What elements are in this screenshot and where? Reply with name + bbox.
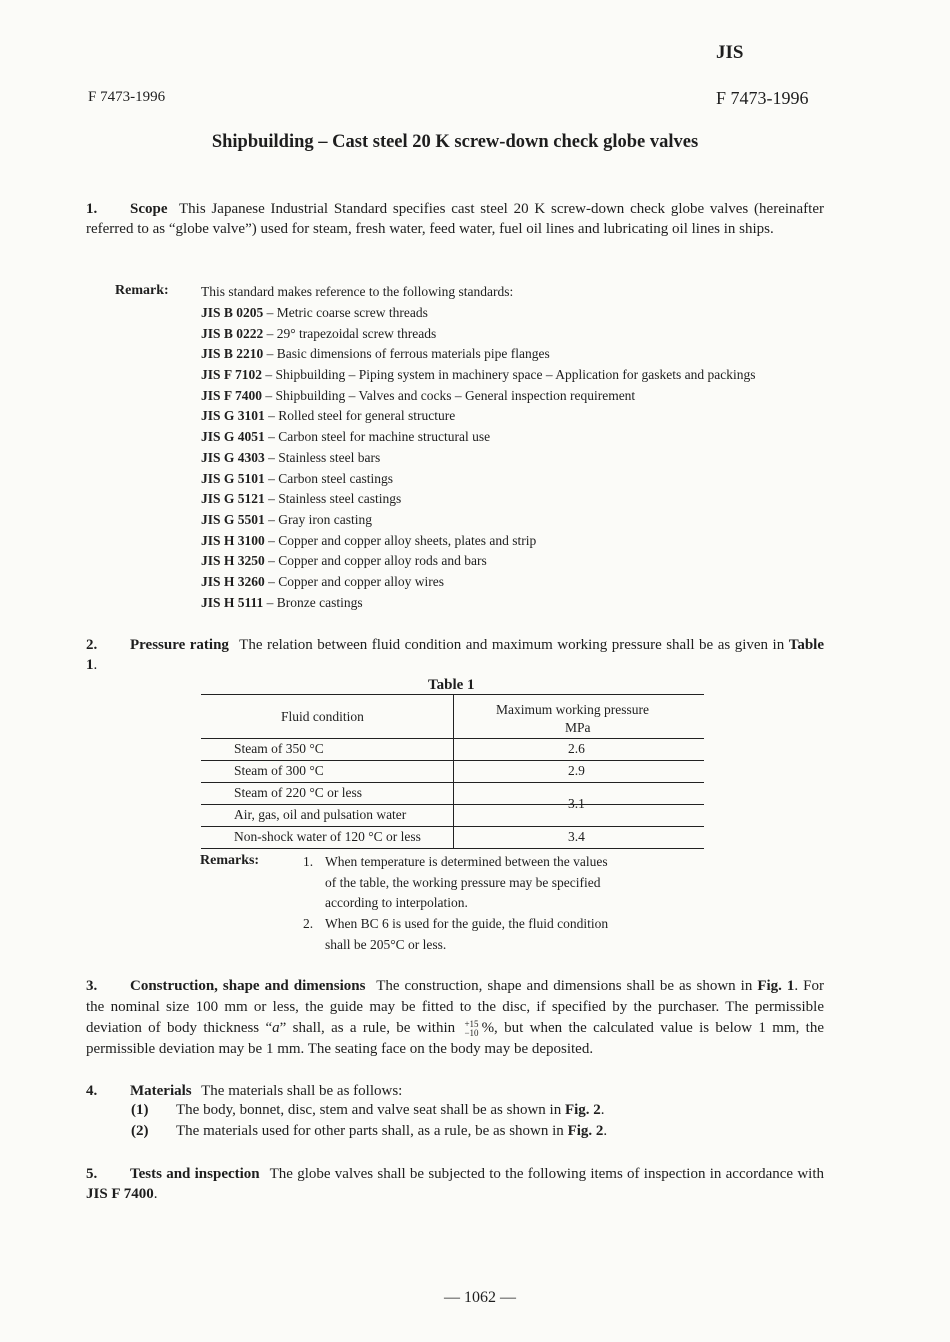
table-cell-condition: Non-shock water of 120 °C or less — [234, 829, 421, 844]
reference-item: JIS G 4051 – Carbon steel for machine structural use — [201, 429, 491, 445]
section-number: 1. — [86, 201, 98, 217]
materials-item: (1) The body, bonnet, disc, stem and valve seat shall be as shown in Fig. 2. — [131, 1102, 605, 1118]
table-remark-item: 1. When temperature is determined between the values of the table, the working pressure may be specified according to interpolation. — [303, 854, 608, 910]
section-pressure-rating: 2. Pressure rating The relation between fluid condition and maximum working pressure shall be as given in Table 1. — [86, 637, 824, 673]
reference-item: JIS H 3100 – Copper and copper alloy sheets, plates and strip — [201, 532, 537, 548]
materials-item: (2) The materials used for other parts shall, as a rule, be as shown in Fig. 2. — [131, 1123, 608, 1139]
table-cell-pressure: 2.6 — [568, 741, 585, 756]
table-cell-condition: Steam of 220 °C or less — [234, 785, 363, 800]
reference-item: JIS G 4303 – Stainless steel bars — [201, 449, 381, 465]
reference-item: JIS H 3250 – Copper and copper alloy rods and bars — [201, 553, 487, 569]
section-tests: 5. Tests and inspection The globe valves shall be subjected to the following items of inspection in accordance with JIS F 7400. — [86, 1166, 824, 1202]
reference-item: JIS G 5101 – Carbon steel castings — [201, 470, 393, 486]
header-jis: JIS — [716, 42, 744, 63]
document-title: Shipbuilding – Cast steel 20 K screw-down check globe valves — [211, 132, 699, 152]
section-materials: 4. Materials The materials shall be as follows: — [86, 1083, 403, 1099]
section-text: The relation between fluid condition and maximum working pressure shall be as given in — [239, 637, 785, 653]
table-remarks-label: Remarks: — [200, 853, 260, 868]
table-cell-pressure: 3.4 — [568, 829, 585, 844]
table-header-fluid-condition: Fluid condition — [281, 709, 364, 724]
reference-standards-list — [201, 303, 755, 613]
section-number: 4. — [86, 1083, 98, 1099]
reference-item: JIS H 3260 – Copper and copper alloy wires — [201, 573, 444, 589]
figure-reference: Fig. 1 — [757, 978, 795, 994]
reference-item: JIS B 0222 – 29° trapezoidal screw threads — [201, 325, 437, 341]
reference-item: JIS F 7102 – Shipbuilding – Piping system in machinery space – Application for gaskets and packings — [201, 367, 756, 383]
section-heading: Construction, shape and dimensions — [130, 978, 366, 994]
reference-item: JIS G 5501 – Gray iron casting — [201, 511, 372, 527]
table-cell-condition: Air, gas, oil and pulsation water — [234, 807, 407, 822]
table-reference: Table 1 — [86, 637, 824, 673]
section-construction: 3. Construction, shape and dimensions The construction, shape and dimensions shall be as shown in Fig. 1. For the nominal size 100 mm or less, the guide may be fitted to the disc, if specified by the purchaser. The permissible deviation of body thickness “a” shall, as a rule, be within +15 −10 %, but when the calculated value is below 1 mm, the permissible deviation may be 1 mm. The seating face on the body may be deposited. — [86, 978, 825, 1057]
table-cell-pressure: 2.9 — [568, 763, 585, 778]
table-cell-condition: Steam of 350 °C — [234, 741, 324, 756]
reference-item: JIS G 3101 – Rolled steel for general structure — [201, 408, 456, 424]
section-number: 3. — [86, 978, 98, 994]
section-heading: Tests and inspection — [130, 1166, 260, 1182]
table-header-unit: MPa — [565, 720, 591, 735]
reference-item: JIS H 5111 – Bronze castings — [201, 594, 363, 610]
table-header-pressure: Maximum working pressure — [496, 702, 649, 717]
section-scope — [86, 199, 824, 239]
remark-intro: This standard makes reference to the following standards: — [201, 284, 514, 299]
reference-item: JIS B 0205 – Metric coarse screw threads — [201, 305, 428, 320]
header-standard-code-left: F 7473-1996 — [88, 89, 166, 105]
reference-item: JIS B 2210 – Basic dimensions of ferrous materials pipe flanges — [201, 346, 550, 362]
standard-reference: JIS F 7400 — [86, 1186, 154, 1202]
table-title: Table 1 — [428, 677, 475, 693]
table-remark-item: 2. When BC 6 is used for the guide, the fluid condition shall be 205°C or less. — [303, 916, 609, 952]
section-number: 2. — [86, 637, 98, 653]
section-heading: Scope — [130, 201, 168, 217]
section-heading: Pressure rating — [130, 637, 229, 653]
pressure-table — [201, 694, 704, 848]
section-text: This Japanese Industrial Standard specifies cast steel 20 K screw-down check globe valves (hereinafter referred to as “globe valve”) used for steam, fresh water, feed water, fuel oil lines and lubricating oil lines in ships. — [86, 201, 824, 237]
header-standard-code-right: F 7473-1996 — [716, 88, 809, 108]
tolerance: +15 −10 — [464, 1018, 479, 1038]
page-number: — 1062 — — [444, 1289, 516, 1306]
table-cell-condition: Steam of 300 °C — [234, 763, 324, 778]
remark-label: Remark: — [115, 283, 169, 298]
reference-item: JIS F 7400 – Shipbuilding – Valves and cocks – General inspection requirement — [201, 387, 636, 403]
section-number: 5. — [86, 1166, 98, 1182]
section-heading: Materials — [130, 1083, 192, 1099]
reference-item: JIS G 5121 – Stainless steel castings — [201, 491, 402, 507]
table-cell-pressure: 3.1 — [568, 796, 585, 811]
